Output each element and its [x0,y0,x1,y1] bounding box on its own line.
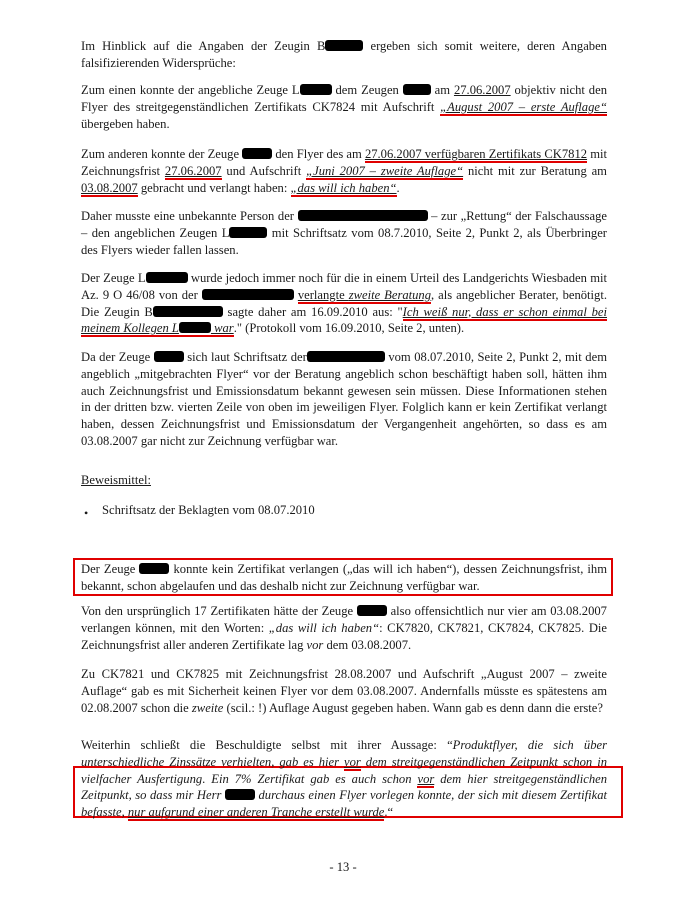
text: mit Zeichnungsfrist [81,147,607,178]
redaction [202,289,294,300]
text: Zum einen konnte der angebliche Zeuge L [81,83,300,97]
redaction [153,306,223,317]
paragraph-second-point [81,146,607,196]
quote-highlight: „das will ich haben“ [290,180,397,195]
emphasis: vor [306,637,324,652]
text: den Flyer des am [272,147,365,161]
quote: „das will ich haben“ [268,620,380,635]
text: übergeben haben. [81,116,170,131]
text: nicht mit zur Beratung am [463,163,607,178]
text: : CK7820, CK7821, CK7824, CK7825. Die Zeichnungsfrist aller anderen Zertifikate lag [81,620,607,652]
paragraph-first-point [81,82,607,132]
paragraph-boxed-conclusion [81,561,607,595]
text: – zur „Rettung“ der Falschaussage – den angeblichen Zeugen L [81,209,607,240]
text: Schriftsatz der Beklagten vom 08.07.2010 [102,503,315,517]
text: also offensichtlich nur vier am 03.08.2007 verlangen können, mit den Worten: [81,604,607,635]
paragraph-certificates [81,603,607,653]
text: zweite Beratung [348,287,432,302]
redaction [179,322,211,333]
evidence-item [102,502,602,519]
redaction [403,84,431,95]
text: . [396,180,400,195]
paragraph-since-witness [81,349,607,450]
text: , als angeblicher Berater, benötigt. Die Zeugin B [81,287,607,319]
text: dem hier streitgegenständlichen Zeitpunkt, so dass mir Herr [81,771,608,803]
paragraph-therefore [81,208,607,258]
highlight-second-consultation [298,288,431,304]
date-underlined: 27.06.2007 [453,83,511,97]
text: Weiterhin schließt die Beschuldigte selbst mit ihrer Aussage: “ [81,738,453,752]
text: Daher musste eine unbekannte Person der [81,209,298,223]
redaction [307,351,385,362]
redaction [146,272,188,283]
page-number: - 13 - [329,860,357,874]
paragraph-statement [81,737,607,821]
text: . [202,771,212,786]
text: konnte kein Zertifikat verlangen („das will ich haben“), dessen Zeichnungsfrist, ihm bekannt, schon abgelaufen und das deshalb nicht zur Zeichnung verfügbar war. [81,562,607,593]
text: am [430,83,454,97]
text: durchaus einen Flyer vorlegen konnte, der sich mit diesem Zertifikat befasste, [81,788,607,820]
text: wurde jedoch immer noch für die in einem Urteil des Landgerichts Wiesbaden mit Az. 9 O 46/08 von der [81,271,607,302]
text: und Aufschrift [221,163,307,178]
highlight-date: 03.08.2007 [81,180,138,195]
text: Ich weiß nur, dass er schon einmal bei meinem Kollegen L [81,304,607,336]
redaction [225,789,255,800]
bullet-icon: • [84,506,89,520]
paragraph-ck7821 [81,666,607,716]
text: ergeben sich somit weitere, deren Angaben falsifizierenden Widersprüche: [81,39,607,70]
text: dem Zeugen [331,83,403,97]
paragraph-witness-l [81,270,607,337]
text: dem 03.08.2007. [323,637,412,652]
text: sich laut Schriftsatz der [183,350,307,364]
redaction [154,351,184,362]
text: gebracht und verlangt haben: [137,180,291,195]
text: (scil.: !) Auflage August gegeben haben. Wann gab es denn dann die erste? [223,700,603,715]
text: sagte daher am 16.09.2010 aus: " [222,304,403,319]
emphasis: vor [343,754,361,769]
evidence-heading [81,472,607,489]
text: mit Schriftsatz vom 08.7.2010, Seite 2, Punkt 2, als Überbringer des Flyers wieder fallen lassen. [81,225,608,257]
highlight-tranche: nur aufgrund einer anderen Tranche erstellt wurde [127,805,385,820]
text: Der Zeuge L [81,271,146,285]
redaction [242,148,272,159]
text: Der Zeuge [81,562,140,576]
highlight-date: 27.06.2007 [164,163,222,178]
text: Zu CK7821 und CK7825 mit Zeichnungsfrist 28.08.2007 und Aufschrift „August 2007 – zweite Auflage“ gab es mit Sicherheit keinen Flyer vor dem 03.08.2007. Andernfalls müsste es spätestens am 02.08.2007 schon die [81,667,607,715]
quote-highlight: „Juni 2007 – zweite Auflage“ [306,163,464,178]
text: Produktflyer, die sich über unterschiedliche Zinssätze verhielten, gab es hier [81,738,607,769]
redaction [229,227,267,238]
emphasis: vor [417,771,435,786]
redaction [139,563,169,574]
quote-highlight: „August 2007 – erste Auflage“ [440,99,607,114]
text: .“ [384,805,394,820]
redaction [298,210,428,221]
redaction [357,605,387,616]
text: Im Hinblick auf die Angaben der Zeugin B [81,39,326,53]
emphasis: zweite [191,700,224,715]
text: ." (Protokoll vom 16.09.2010, Seite 2, unten). [233,321,465,336]
text: Ein 7% Zertifikat gab es auch schon [211,771,418,786]
text: objektiv nicht den Flyer des streitgegenständlichen Zertifikats CK7824 mit Aufschrift [81,83,607,114]
paragraph-intro [81,38,607,72]
highlight-certificate: 27.06.2007 verfügbaren Zertifikats CK7812 [364,147,588,161]
redaction [325,40,363,51]
text: vom 08.07.2010, Seite 2, Punkt 2, mit dem angeblich „mitgebrachten Flyer“ vor der Beratung angeblich schon beschäftigt haben soll, hätten ihm auch Zeichnungsfrist und Emissionsdatum bekannt gewesen sein müssen. Diese Informationen stehen in der dritten bzw. vierten Zeile von oben im jeweiligen Flyer. Folglich kann er kein Zertifikat verlangt haben, dessen Zeichnungsfrist und Emissionsdatum der Vergangenheit angehörten, so dass es am 03.08.2007 gar nicht zur Zeichnung verfügbar war. [81,350,607,448]
text: dem streitgegenständlichen Zeitpunkt schon in vielfacher Ausfertigung [81,754,607,786]
text: Da der Zeuge [81,350,154,364]
text: Von den ursprünglich 17 Zertifikaten hätte der Zeuge [81,604,357,618]
text: Zum anderen konnte der Zeuge [81,147,243,161]
redaction [300,84,332,95]
text: verlangte [297,287,349,302]
text: war [210,321,234,336]
text: Beweismittel: [81,473,151,487]
